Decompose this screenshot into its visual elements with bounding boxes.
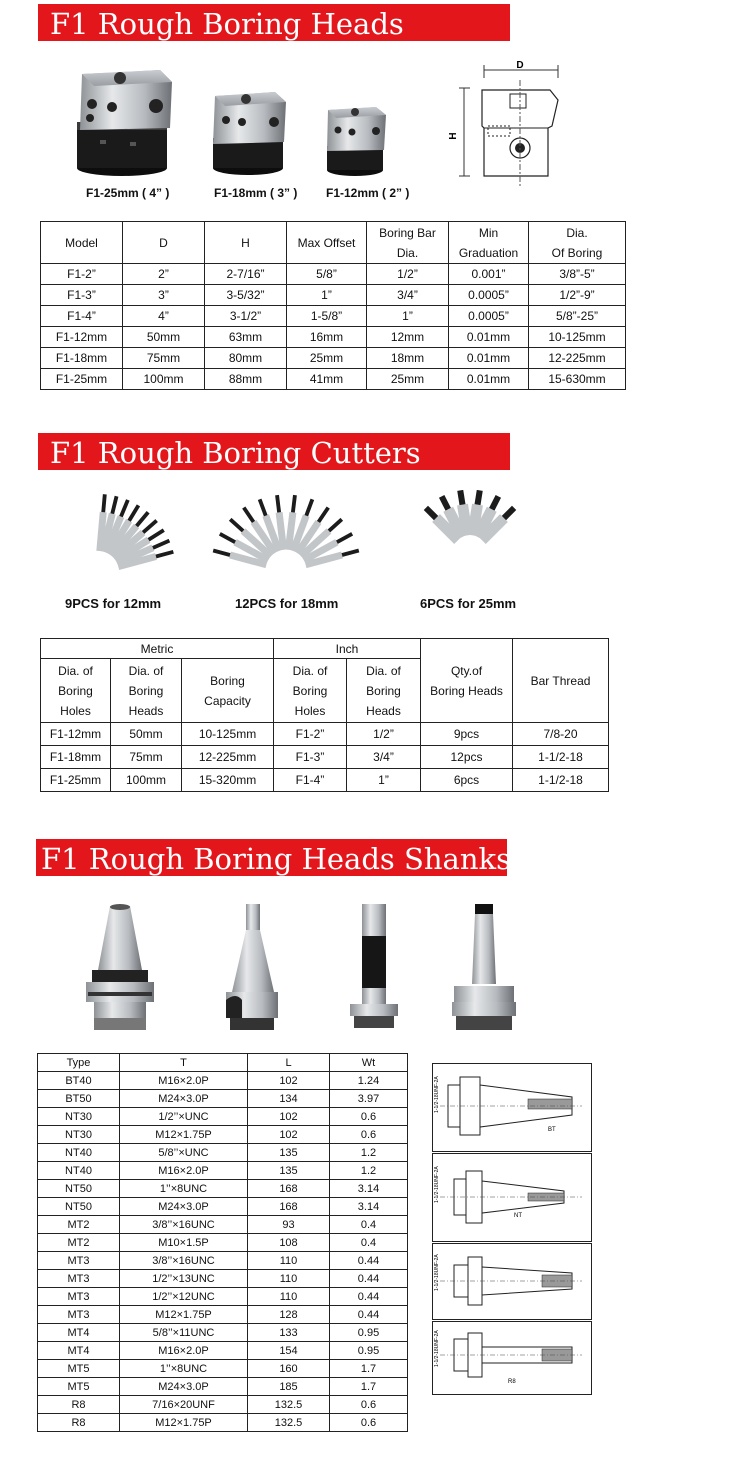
table-cell: 132.5	[248, 1396, 330, 1414]
diagram-label-d: D	[516, 60, 524, 71]
table-cell: R8	[38, 1414, 120, 1432]
table-cell: 1.2	[330, 1144, 408, 1162]
table-cell: F1-4”	[274, 769, 347, 792]
table-cell: 102	[248, 1126, 330, 1144]
table-cell: 0.6	[330, 1396, 408, 1414]
table-cell: 1”	[347, 769, 421, 792]
drawing-r8-shank	[433, 1322, 592, 1395]
table-cell: 0.4	[330, 1216, 408, 1234]
table-cell: 3-5/32”	[205, 285, 287, 306]
table-row	[38, 1108, 408, 1126]
column-header-bar-thread: Bar Thread	[513, 639, 609, 723]
column-header: Dia. of Boring Holes	[41, 659, 111, 723]
table-cell: 0.95	[330, 1324, 408, 1342]
svg-text:1-1/2-18UNF-2A: 1-1/2-18UNF-2A	[434, 1076, 440, 1113]
drawing-bt-shank	[433, 1064, 592, 1152]
table-cell: 50mm	[111, 723, 182, 746]
table-cell: 168	[248, 1198, 330, 1216]
table-cell: 1/2’’×12UNC	[120, 1288, 248, 1306]
cutter-tip	[156, 552, 173, 557]
table-cell: 102	[248, 1108, 330, 1126]
cutter-tip	[329, 519, 342, 531]
table-cell: 154	[248, 1342, 330, 1360]
table-row	[38, 1180, 408, 1198]
cutter-tip	[319, 508, 329, 522]
cutter-tip	[153, 541, 169, 548]
table-cell: 135	[248, 1162, 330, 1180]
table-cell: 93	[248, 1216, 330, 1234]
table-cell: 110	[248, 1288, 330, 1306]
table-cell: 1/2’’×UNC	[120, 1108, 248, 1126]
group-header-inch: Inch	[274, 639, 421, 659]
cutter-bar	[100, 512, 103, 551]
drawing-label-r8: R8	[508, 1379, 516, 1385]
section-title-boring-cutters	[38, 433, 510, 470]
table-row	[38, 1252, 408, 1270]
table-cell: F1-4”	[41, 306, 123, 327]
table-cell: MT3	[38, 1252, 120, 1270]
table-cell: F1-3”	[41, 285, 123, 306]
table-row	[41, 285, 626, 306]
table-cell: NT50	[38, 1198, 120, 1216]
table-cell: M12×1.75P	[120, 1306, 248, 1324]
group-header-metric: Metric	[41, 639, 274, 659]
table-cell: 0.44	[330, 1288, 408, 1306]
table-cell: 0.44	[330, 1270, 408, 1288]
table-cell: 5/8”-25”	[529, 306, 626, 327]
table-cell: 12-225mm	[182, 746, 274, 769]
table-row	[38, 1396, 408, 1414]
table-cell: NT30	[38, 1126, 120, 1144]
table-cell: 160	[248, 1360, 330, 1378]
table-cell: 2-7/16”	[205, 264, 287, 285]
caption-head-12mm: F1-12mm ( 2” )	[326, 186, 410, 200]
table-row	[38, 1144, 408, 1162]
table-cell: MT5	[38, 1360, 120, 1378]
table-cell: 88mm	[205, 369, 287, 390]
table-row	[41, 348, 626, 369]
table-row	[38, 1306, 408, 1324]
table-cell: M12×1.75P	[120, 1414, 248, 1432]
group-header-row	[41, 639, 609, 659]
section-title-shanks	[36, 839, 511, 876]
table-cell: F1-18mm	[41, 746, 111, 769]
column-header: Min Graduation	[449, 222, 529, 264]
cutter-tip	[293, 495, 295, 512]
table-cell: MT2	[38, 1234, 120, 1252]
shank-technical-drawings	[432, 1063, 592, 1395]
cutter-tip	[442, 496, 449, 509]
table-cell: MT3	[38, 1306, 120, 1324]
table-cell: 5/8’’×11UNC	[120, 1324, 248, 1342]
shank-r8-image	[452, 904, 516, 1030]
table-cell: M16×2.0P	[120, 1342, 248, 1360]
table-cell: 15-320mm	[182, 769, 274, 792]
table-cell: 3-1/2”	[205, 306, 287, 327]
drawing-label-nt: NT	[514, 1213, 522, 1219]
shank-nt-image	[226, 904, 278, 1030]
table-row	[38, 1414, 408, 1432]
table-cell: MT3	[38, 1288, 120, 1306]
section-title-text: F1 Rough Boring Heads	[50, 7, 404, 41]
cutter-tip	[337, 534, 352, 542]
table-cell: 75mm	[123, 348, 205, 369]
cutter-tip	[504, 508, 514, 518]
table-cell: 5/8’’×UNC	[120, 1144, 248, 1162]
boring-head-18mm-image	[213, 92, 286, 175]
table-row	[38, 1324, 408, 1342]
table-cell: 10-125mm	[529, 327, 626, 348]
table-cell: M16×2.0P	[120, 1072, 248, 1090]
column-header: L	[248, 1054, 330, 1072]
table-cell: 3.97	[330, 1090, 408, 1108]
table-row	[38, 1162, 408, 1180]
cutter-tip	[143, 521, 157, 533]
caption-cutters-25mm: 6PCS for 25mm	[420, 596, 517, 611]
table-cell: 1/2”	[367, 264, 449, 285]
table-cell: 5/8”	[287, 264, 367, 285]
drawing-mt-shank	[433, 1244, 592, 1320]
boring-head-25mm-image	[77, 70, 172, 176]
table-cell: F1-3”	[274, 746, 347, 769]
cutter-tip	[230, 519, 243, 531]
table-cell: NT40	[38, 1144, 120, 1162]
table-row	[41, 369, 626, 390]
column-header: Model	[41, 222, 123, 264]
table-cell: 0.44	[330, 1306, 408, 1324]
table-row	[41, 264, 626, 285]
table-row	[38, 1360, 408, 1378]
table-row	[38, 1198, 408, 1216]
caption-head-18mm: F1-18mm ( 3” )	[214, 186, 298, 200]
table-cell: 0.6	[330, 1108, 408, 1126]
cutter-tip	[121, 500, 128, 517]
cutter-tip	[260, 499, 266, 515]
table-cell: M12×1.75P	[120, 1126, 248, 1144]
table-cell: 3.14	[330, 1198, 408, 1216]
column-header: Type	[38, 1054, 120, 1072]
table-cell: F1-25mm	[41, 369, 123, 390]
table-cell: 135	[248, 1144, 330, 1162]
shank-bt-image	[86, 904, 154, 1030]
table-cell: 128	[248, 1306, 330, 1324]
table-header-row	[41, 222, 626, 264]
table-cell: 0.001”	[449, 264, 529, 285]
drawing-nt-shank	[433, 1154, 592, 1242]
caption-cutters-18mm: 12PCS for 18mm	[235, 596, 339, 611]
cutter-tip	[220, 534, 235, 542]
table-cell: 110	[248, 1270, 330, 1288]
table-cell: 110	[248, 1252, 330, 1270]
table-cell: F1-12mm	[41, 327, 123, 348]
table-cell: 18mm	[367, 348, 449, 369]
table-cell: 3/4”	[367, 285, 449, 306]
caption-head-25mm: F1-25mm ( 4” )	[86, 186, 170, 200]
column-header-qty: Qty.of Boring Heads	[421, 639, 513, 723]
table-cell: MT5	[38, 1378, 120, 1396]
table-cell: NT30	[38, 1108, 120, 1126]
column-header: Wt	[330, 1054, 408, 1072]
table-cell: 12-225mm	[529, 348, 626, 369]
cutter-tip	[277, 495, 279, 512]
table-row	[41, 327, 626, 348]
table-cell: 0.01mm	[449, 369, 529, 390]
cutter-tip	[112, 496, 116, 513]
table-cell: 2”	[123, 264, 205, 285]
table-cell: 25mm	[367, 369, 449, 390]
table-cell: MT4	[38, 1342, 120, 1360]
table-cell: 108	[248, 1234, 330, 1252]
column-header: Boring Capacity	[182, 659, 274, 723]
column-header: Dia. Of Boring	[529, 222, 626, 264]
table-row	[41, 746, 609, 769]
boring-heads-spec-table	[40, 221, 626, 390]
boring-head-12mm-image	[327, 107, 386, 176]
table-row	[38, 1342, 408, 1360]
table-cell: 1/2’’×13UNC	[120, 1270, 248, 1288]
table-cell: 12mm	[367, 327, 449, 348]
table-cell: M24×3.0P	[120, 1378, 248, 1396]
table-cell: 3”	[123, 285, 205, 306]
table-cell: 1”	[367, 306, 449, 327]
table-cell: 3/8’’×16UNC	[120, 1252, 248, 1270]
svg-text:1-1/2-18UNF-2A: 1-1/2-18UNF-2A	[434, 1330, 440, 1367]
svg-text:1-1/2-18UNF-2A: 1-1/2-18UNF-2A	[434, 1254, 440, 1291]
table-cell: NT40	[38, 1162, 120, 1180]
table-cell: 1-1/2-18	[513, 746, 609, 769]
table-row	[38, 1072, 408, 1090]
column-header: Dia. of Boring Heads	[111, 659, 182, 723]
table-row	[41, 769, 609, 792]
table-cell: 25mm	[287, 348, 367, 369]
table-cell: 6pcs	[421, 769, 513, 792]
table-cell: M24×3.0P	[120, 1198, 248, 1216]
cutter-tip	[103, 494, 105, 512]
table-row	[38, 1216, 408, 1234]
table-cell: 0.4	[330, 1234, 408, 1252]
table-cell: 1.7	[330, 1360, 408, 1378]
table-cell: 16mm	[287, 327, 367, 348]
table-cell: 1-5/8”	[287, 306, 367, 327]
table-cell: 1’’×8UNC	[120, 1360, 248, 1378]
cutter-tip	[478, 490, 480, 504]
table-cell: 185	[248, 1378, 330, 1396]
boring-cutter-photos	[38, 490, 598, 590]
table-cell: 1.24	[330, 1072, 408, 1090]
table-cell: M24×3.0P	[120, 1090, 248, 1108]
table-row	[38, 1378, 408, 1396]
table-cell: 41mm	[287, 369, 367, 390]
column-header: Boring Bar Dia.	[367, 222, 449, 264]
drawing-label-bt: BT	[548, 1127, 556, 1133]
table-cell: 10-125mm	[182, 723, 274, 746]
cutter-tip	[460, 490, 462, 504]
svg-text:1-1/2-18UNF-2A: 1-1/2-18UNF-2A	[434, 1166, 440, 1203]
table-cell: 3/8’’×16UNC	[120, 1216, 248, 1234]
table-cell: 9pcs	[421, 723, 513, 746]
table-cell: 12pcs	[421, 746, 513, 769]
table-cell: F1-2”	[41, 264, 123, 285]
table-cell: BT50	[38, 1090, 120, 1108]
cutter-tip	[137, 512, 149, 526]
table-cell: 15-630mm	[529, 369, 626, 390]
shank-photos	[80, 900, 540, 1040]
table-cell: 168	[248, 1180, 330, 1198]
table-cell: 0.0005”	[449, 306, 529, 327]
table-row	[38, 1234, 408, 1252]
table-cell: 132.5	[248, 1414, 330, 1432]
table-cell: 1/2”	[347, 723, 421, 746]
table-cell: BT40	[38, 1072, 120, 1090]
table-header-row	[38, 1054, 408, 1072]
table-cell: 7/16×20UNF	[120, 1396, 248, 1414]
table-cell: 100mm	[123, 369, 205, 390]
cutter-tip	[213, 550, 230, 555]
table-cell: 1”	[287, 285, 367, 306]
table-row	[38, 1270, 408, 1288]
cutter-tip	[129, 505, 138, 520]
boring-cutters-spec-table	[40, 638, 609, 792]
table-cell: 1-1/2-18	[513, 769, 609, 792]
table-cell: F1-2”	[274, 723, 347, 746]
table-cell: R8	[38, 1396, 120, 1414]
table-cell: NT50	[38, 1180, 120, 1198]
table-cell: F1-12mm	[41, 723, 111, 746]
table-cell: 0.6	[330, 1126, 408, 1144]
boring-head-diagram	[448, 56, 588, 190]
cutter-tip	[426, 508, 436, 518]
boring-head-photos	[60, 60, 440, 180]
table-cell: 0.95	[330, 1342, 408, 1360]
table-cell: 134	[248, 1090, 330, 1108]
cutter-tip	[492, 496, 499, 509]
table-cell: 4”	[123, 306, 205, 327]
table-cell: MT2	[38, 1216, 120, 1234]
table-cell: F1-18mm	[41, 348, 123, 369]
table-row	[38, 1090, 408, 1108]
table-cell: 7/8-20	[513, 723, 609, 746]
table-cell: 102	[248, 1072, 330, 1090]
cutter-tip	[306, 499, 312, 515]
table-row	[38, 1126, 408, 1144]
cutter-tip	[342, 550, 359, 555]
table-cell: 50mm	[123, 327, 205, 348]
section-title-boring-heads	[38, 4, 510, 41]
cutter-bar	[288, 512, 292, 549]
column-header: Max Offset	[287, 222, 367, 264]
table-cell: 80mm	[205, 348, 287, 369]
table-cell: M10×1.5P	[120, 1234, 248, 1252]
cutter-tip	[149, 530, 164, 540]
table-cell: 3.14	[330, 1180, 408, 1198]
table-cell: 1/2”-9”	[529, 285, 626, 306]
cutter-tip	[244, 508, 254, 522]
table-row	[41, 306, 626, 327]
table-cell: 1’’×8UNC	[120, 1180, 248, 1198]
table-cell: MT3	[38, 1270, 120, 1288]
table-cell: M16×2.0P	[120, 1162, 248, 1180]
section-title-text: F1 Rough Boring Cutters	[50, 436, 421, 470]
shank-mt-image	[350, 904, 398, 1028]
table-cell: 100mm	[111, 769, 182, 792]
column-header: Dia. of Boring Holes	[274, 659, 347, 723]
column-header: T	[120, 1054, 248, 1072]
column-header: D	[123, 222, 205, 264]
table-cell: 0.01mm	[449, 348, 529, 369]
table-cell: 0.0005”	[449, 285, 529, 306]
table-cell: 0.44	[330, 1252, 408, 1270]
table-cell: 0.6	[330, 1414, 408, 1432]
section-title-text: F1 Rough Boring Heads Shanks	[41, 842, 511, 876]
cutter-bar	[473, 505, 478, 536]
shanks-spec-table	[37, 1053, 408, 1432]
caption-cutters-12mm: 9PCS for 12mm	[65, 596, 162, 611]
column-header: H	[205, 222, 287, 264]
table-cell: 75mm	[111, 746, 182, 769]
diagram-label-h: H	[448, 132, 459, 140]
table-cell: 3/4”	[347, 746, 421, 769]
table-cell: 0.01mm	[449, 327, 529, 348]
table-cell: MT4	[38, 1324, 120, 1342]
table-cell: 3/8”-5”	[529, 264, 626, 285]
table-cell: F1-25mm	[41, 769, 111, 792]
table-cell: 1.7	[330, 1378, 408, 1396]
table-cell: 1.2	[330, 1162, 408, 1180]
table-row	[41, 723, 609, 746]
table-row	[38, 1288, 408, 1306]
table-cell: 133	[248, 1324, 330, 1342]
table-cell: 63mm	[205, 327, 287, 348]
column-header: Dia. of Boring Heads	[347, 659, 421, 723]
